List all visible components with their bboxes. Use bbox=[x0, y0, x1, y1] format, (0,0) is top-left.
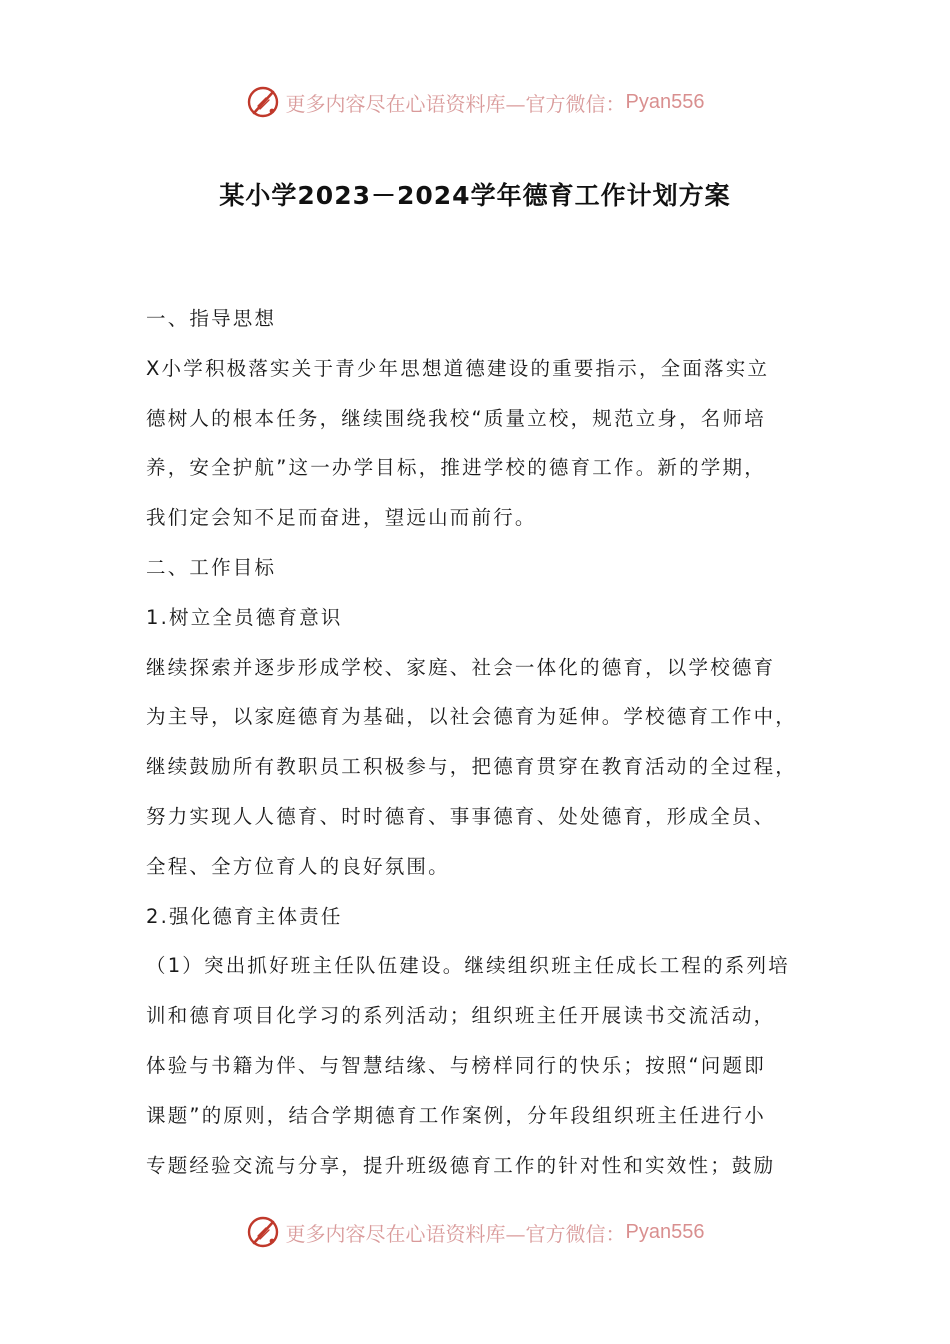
subsection-heading: 1.树立全员德育意识 bbox=[146, 605, 343, 629]
paragraph-line: 我们定会知不足而奋进，望远山而前行。 bbox=[146, 506, 537, 530]
watermark-wechat-id: Pyan556 bbox=[625, 1220, 705, 1243]
paragraph-line: 课题”的原则，结合学期德育工作案例，分年段组织班主任进行小 bbox=[146, 1103, 766, 1127]
paragraph-line: 全程、全方位育人的良好氛围。 bbox=[146, 854, 450, 878]
watermark-banner-top bbox=[0, 82, 950, 122]
paragraph-line: X小学积极落实关于青少年思想道德建设的重要指示，全面落实立 bbox=[146, 356, 770, 380]
paragraph-line: 继续探索并逐步形成学校、家庭、社会一体化的德育，以学校德育 bbox=[146, 655, 776, 679]
paragraph-line: （1）突出抓好班主任队伍建设。继续组织班主任成长工程的系列培 bbox=[146, 954, 790, 978]
paragraph-line: 训和德育项目化学习的系列活动；组织班主任开展读书交流活动， bbox=[146, 1004, 776, 1028]
section-heading: 一、指导思想 bbox=[146, 307, 277, 330]
paragraph-line: 养，安全护航”这一办学目标，推进学校的德育工作。新的学期， bbox=[146, 456, 766, 480]
watermark-text: 更多内容尽在心语资料库—官方微信： bbox=[285, 91, 626, 116]
subsection-heading: 2.强化德育主体责任 bbox=[146, 904, 343, 928]
paragraph-line: 专题经验交流与分享，提升班级德育工作的针对性和实效性；鼓励 bbox=[146, 1153, 776, 1177]
section-heading: 二、工作目标 bbox=[146, 555, 277, 579]
pen-logo-icon bbox=[246, 1214, 282, 1250]
watermark-wechat-id: Pyan556 bbox=[625, 90, 705, 113]
watermark-banner-bottom bbox=[0, 1212, 950, 1252]
document-body bbox=[146, 294, 826, 1190]
paragraph-line: 继续鼓励所有教职员工积极参与，把德育贯穿在教育活动的全过程， bbox=[146, 755, 798, 779]
paragraph-line: 体验与书籍为伴、与智慧结缘、与榜样同行的快乐；按照“问题即 bbox=[146, 1053, 766, 1077]
paragraph-line: 努力实现人人德育、时时德育、事事德育、处处德育，形成全员、 bbox=[146, 804, 776, 828]
pen-logo-icon bbox=[246, 84, 282, 120]
document-title: 某小学2023－2024学年德育工作计划方案 bbox=[219, 181, 731, 210]
paragraph-line: 德树人的根本任务，继续围绕我校“质量立校，规范立身，名师培 bbox=[146, 406, 766, 430]
paragraph-line: 为主导，以家庭德育为基础，以社会德育为延伸。学校德育工作中， bbox=[146, 705, 798, 729]
watermark-text: 更多内容尽在心语资料库—官方微信： bbox=[285, 1221, 626, 1246]
